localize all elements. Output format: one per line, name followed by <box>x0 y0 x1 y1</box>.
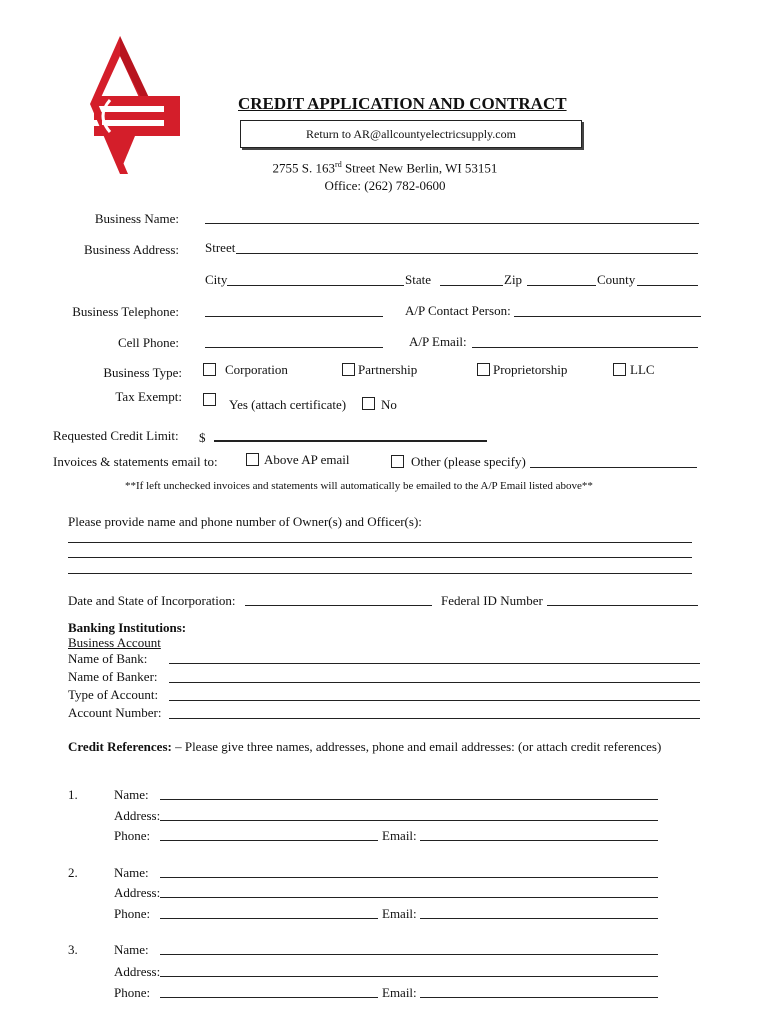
tax-exempt-yes-label: Yes (attach certificate) <box>229 397 347 412</box>
account-number-label: Account Number: <box>68 705 162 720</box>
reference-address-label: Address: <box>114 885 161 900</box>
cell-phone-field[interactable] <box>205 347 383 348</box>
banking-heading: Banking Institutions: <box>68 620 187 635</box>
reference-number: 2. <box>68 865 78 880</box>
reference-name-field[interactable] <box>160 877 658 878</box>
account-number-field[interactable] <box>169 718 700 719</box>
state-field[interactable] <box>440 285 503 286</box>
llc-label: LLC <box>630 362 655 377</box>
county-field[interactable] <box>637 285 698 286</box>
reference-name-field[interactable] <box>160 954 658 955</box>
state-label: State <box>405 272 431 287</box>
corporation-label: Corporation <box>225 362 288 377</box>
zip-label: Zip <box>504 272 523 287</box>
reference-address-label: Address: <box>114 808 161 823</box>
ap-contact-label: A/P Contact Person: <box>405 303 511 318</box>
cell-phone-label: Cell Phone: <box>117 335 179 350</box>
incorporation-label: Date and State of Incorporation: <box>68 593 236 608</box>
credit-limit-label: Requested Credit Limit: <box>53 428 179 443</box>
form-title: CREDIT APPLICATION AND CONTRACT <box>238 94 567 113</box>
business-name-label: Business Name: <box>94 211 179 226</box>
above-ap-email-label: Above AP email <box>264 452 350 467</box>
dollar-sign: $ <box>199 430 206 445</box>
owners-prompt: Please provide name and phone number of Owner(s) and Officer(s): <box>68 514 422 529</box>
account-type-field[interactable] <box>169 700 700 701</box>
reference-number: 1. <box>68 787 78 802</box>
reference-address-label: Address: <box>114 964 161 979</box>
reference-email-field[interactable] <box>420 840 658 841</box>
business-address-label: Business Address: <box>84 242 179 257</box>
llc-checkbox[interactable] <box>613 363 626 376</box>
return-to-box: Return to AR@allcountyelectricsupply.com <box>240 120 582 148</box>
banker-label: Name of Banker: <box>68 669 158 684</box>
company-address: 2755 S. 163rd Street New Berlin, WI 53151 <box>272 160 498 176</box>
account-type-label: Type of Account: <box>68 687 159 702</box>
reference-address-field[interactable] <box>160 976 658 977</box>
federal-id-label: Federal ID Number <box>441 593 543 608</box>
zip-field[interactable] <box>527 285 596 286</box>
corporation-checkbox[interactable] <box>203 363 216 376</box>
proprietorship-label: Proprietorship <box>493 362 568 377</box>
reference-address-field[interactable] <box>160 820 658 821</box>
credit-references-heading: Credit References: – Please give three names, addresses, phone and email addresses: (or attach credit references) <box>68 739 662 754</box>
reference-phone-field[interactable] <box>160 840 378 841</box>
county-label: County <box>597 272 636 287</box>
business-telephone-field[interactable] <box>205 316 383 317</box>
partnership-label: Partnership <box>358 362 418 377</box>
above-ap-email-checkbox[interactable] <box>246 453 259 466</box>
reference-number: 3. <box>68 942 78 957</box>
other-email-field[interactable] <box>530 467 697 468</box>
tax-exempt-no-checkbox[interactable] <box>362 397 375 410</box>
business-telephone-label: Business Telephone: <box>72 304 179 319</box>
bank-name-label: Name of Bank: <box>68 651 148 666</box>
company-logo <box>80 34 185 176</box>
owners-line[interactable] <box>68 542 692 543</box>
federal-id-field[interactable] <box>547 605 698 606</box>
reference-name-label: Name: <box>114 942 149 957</box>
business-type-label: Business Type: <box>103 365 182 380</box>
business-account-subheading: Business Account <box>68 635 161 650</box>
tax-exempt-no-label: No <box>381 397 397 412</box>
reference-address-field[interactable] <box>160 897 658 898</box>
business-name-field[interactable] <box>205 223 699 224</box>
bank-name-field[interactable] <box>169 663 700 664</box>
reference-phone-label: Phone: <box>114 906 151 921</box>
city-label: City <box>205 272 228 287</box>
reference-phone-label: Phone: <box>114 828 151 843</box>
reference-name-label: Name: <box>114 787 149 802</box>
reference-name-field[interactable] <box>160 799 658 800</box>
reference-email-label: Email: <box>382 906 417 921</box>
street-label: Street <box>205 240 236 255</box>
owners-line[interactable] <box>68 573 692 574</box>
reference-email-label: Email: <box>382 828 417 843</box>
reference-email-field[interactable] <box>420 997 658 998</box>
tax-exempt-yes-checkbox[interactable] <box>203 393 216 406</box>
street-field[interactable] <box>236 253 698 254</box>
office-phone: Office: (262) 782-0600 <box>324 178 446 193</box>
reference-name-label: Name: <box>114 865 149 880</box>
incorporation-field[interactable] <box>245 605 432 606</box>
banker-field[interactable] <box>169 682 700 683</box>
reference-phone-field[interactable] <box>160 918 378 919</box>
other-email-label: Other (please specify) <box>411 454 526 469</box>
ap-contact-field[interactable] <box>514 316 701 317</box>
reference-phone-field[interactable] <box>160 997 378 998</box>
invoices-email-label: Invoices & statements email to: <box>53 454 218 469</box>
owners-line[interactable] <box>68 557 692 558</box>
reference-email-field[interactable] <box>420 918 658 919</box>
ap-email-field[interactable] <box>472 347 698 348</box>
invoice-note: **If left unchecked invoices and statements will automatically be emailed to the A/P Email listed above** <box>125 480 593 492</box>
partnership-checkbox[interactable] <box>342 363 355 376</box>
reference-email-label: Email: <box>382 985 417 1000</box>
credit-limit-field[interactable] <box>214 440 487 442</box>
proprietorship-checkbox[interactable] <box>477 363 490 376</box>
city-field[interactable] <box>227 285 404 286</box>
ap-email-label: A/P Email: <box>409 334 467 349</box>
tax-exempt-label: Tax Exempt: <box>115 389 182 404</box>
reference-phone-label: Phone: <box>114 985 151 1000</box>
other-email-checkbox[interactable] <box>391 455 404 468</box>
